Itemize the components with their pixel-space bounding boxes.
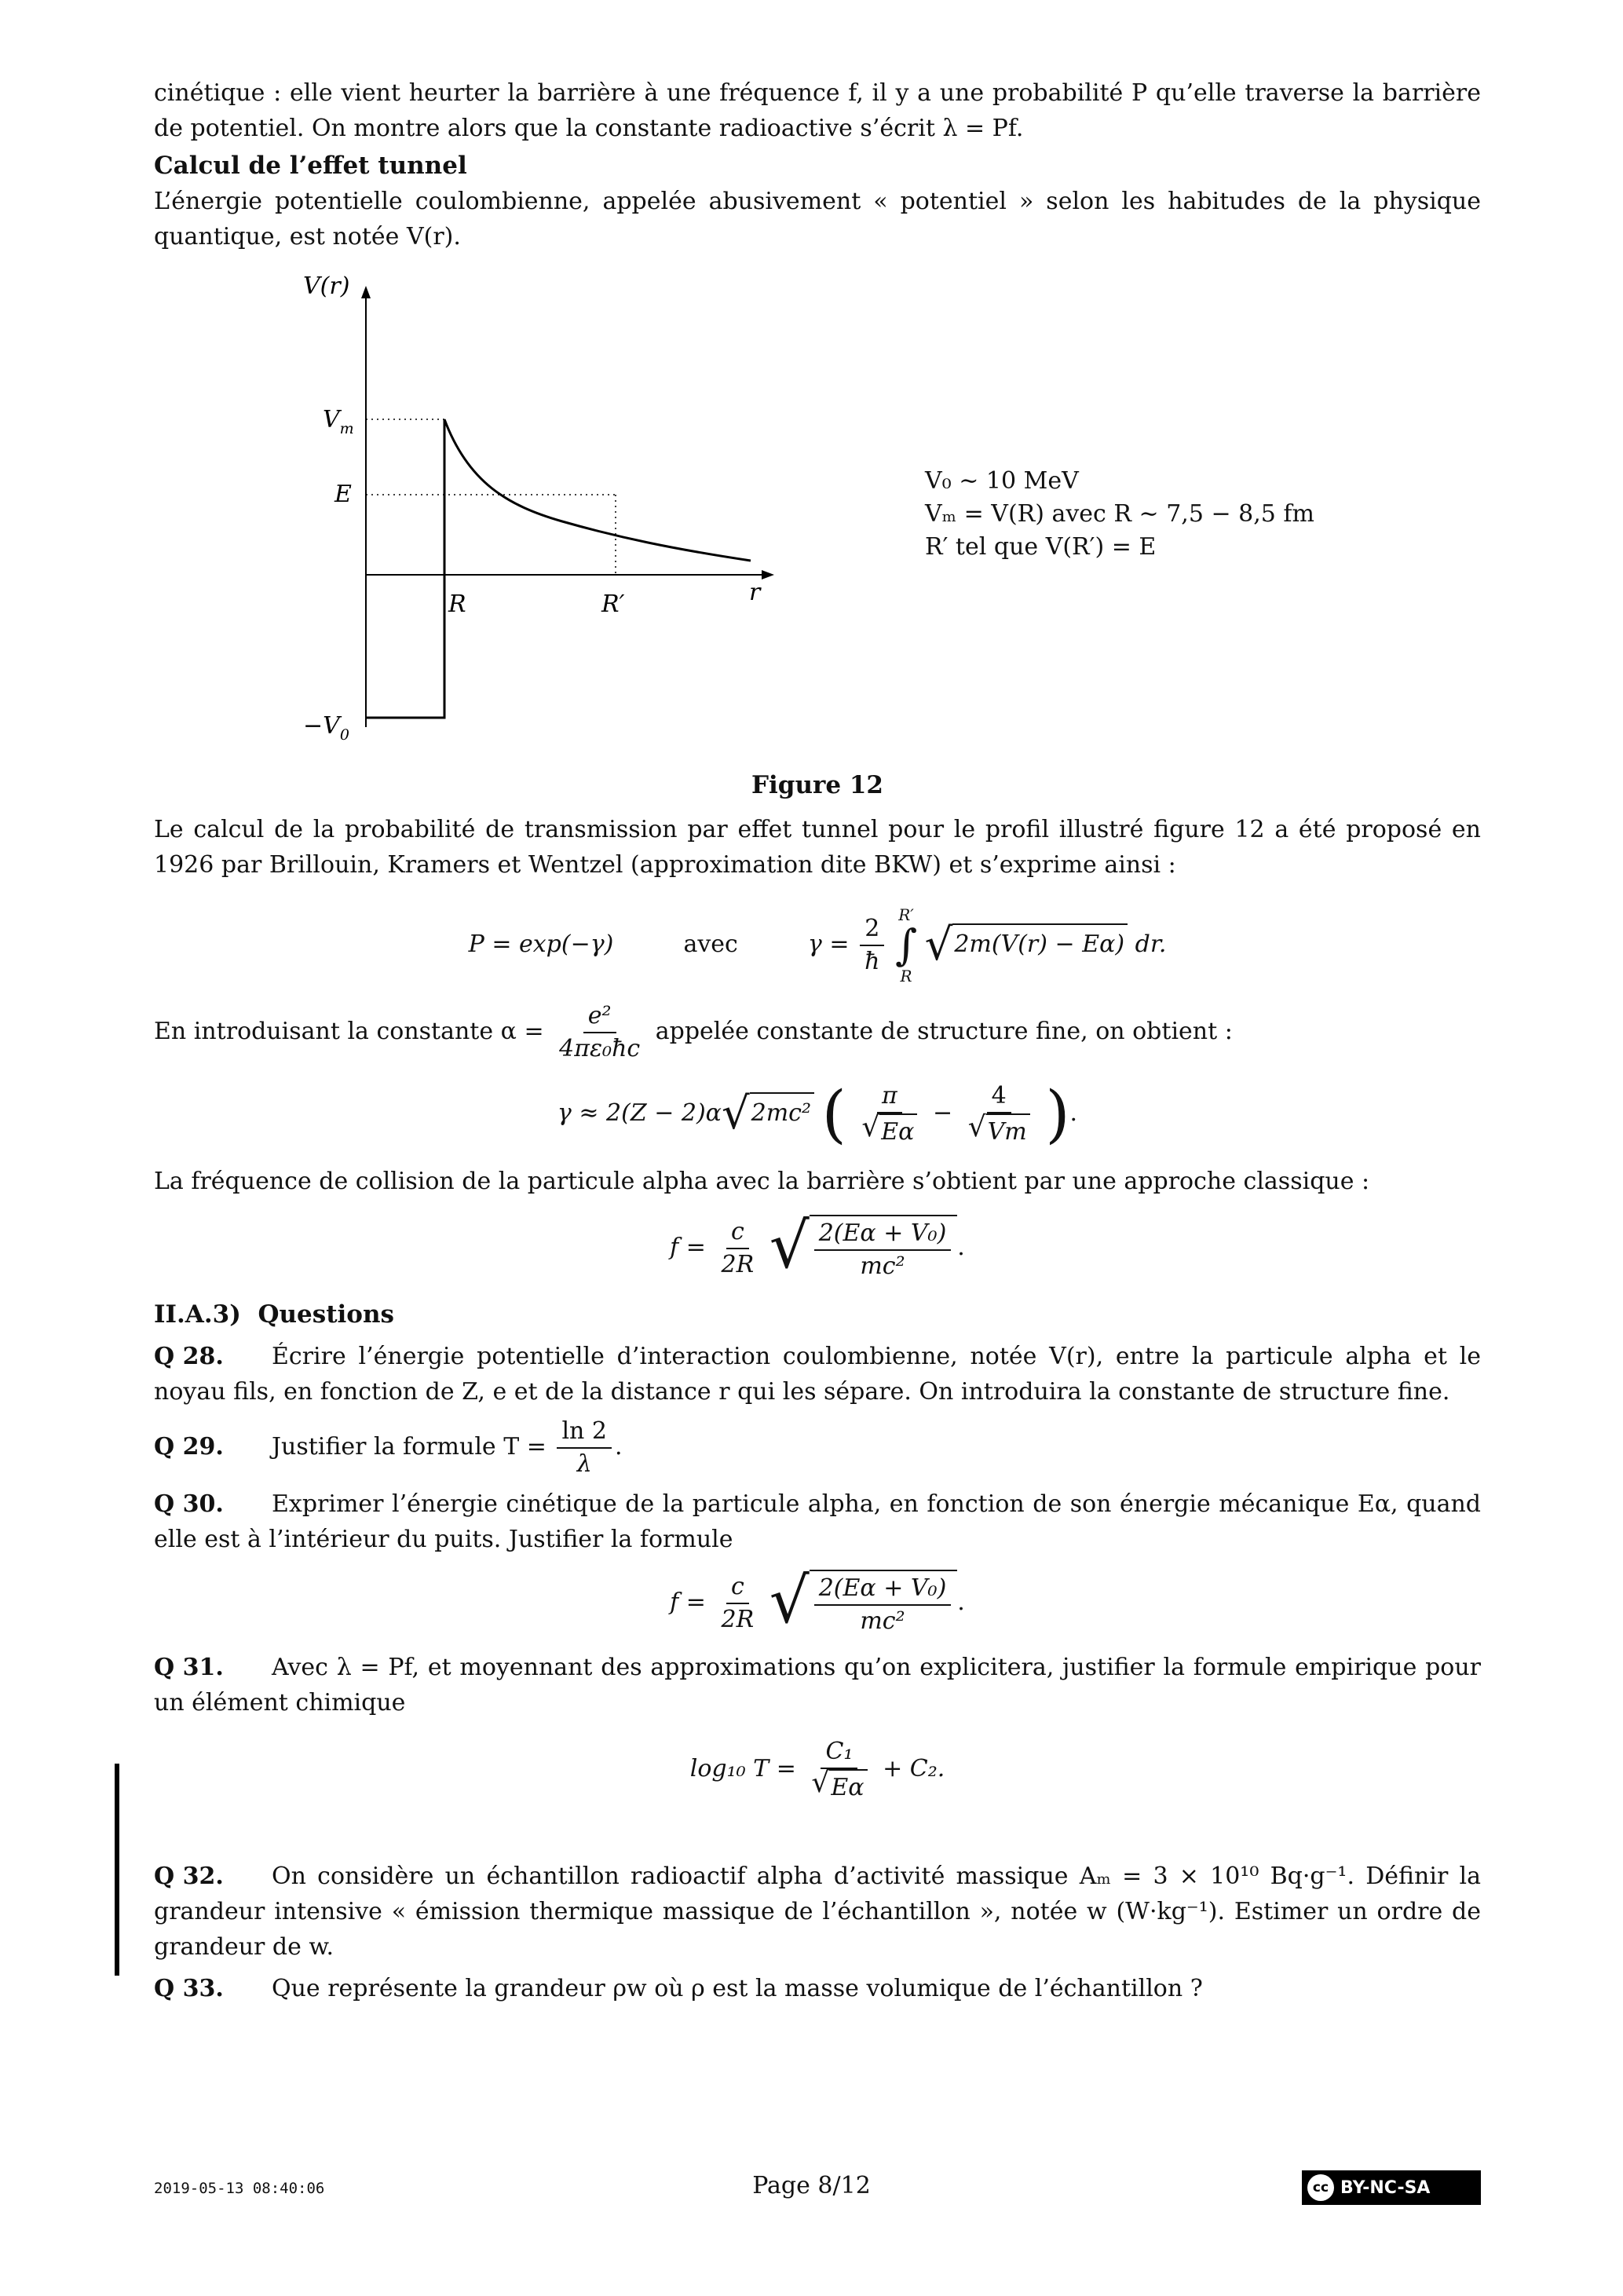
- license-badge: [1302, 2170, 1481, 2205]
- x-axis-arrow: [762, 570, 774, 579]
- note-vm: Vₘ = V(R) avec R ∼ 7,5 − 8,5 fm: [925, 500, 1314, 528]
- rprime-tick-label: R′: [601, 590, 625, 618]
- bkw-paragraph: Le calcul de la probabilité de transmission par effet tunnel pour le profil illustré figure 12 a été proposé en 1926 par Brillouin, Kramers et Wentzel (approximation dite BKW) et s’exprime ainsi :: [154, 816, 1481, 879]
- tunnel-paragraph: L’énergie potentielle coulombienne, appelée abusivement « potentiel » selon les habitudes de la physique quantique, est notée V(r).: [154, 188, 1481, 250]
- change-bar: [115, 1764, 119, 1976]
- figure-12: [154, 262, 1481, 812]
- potential-plot: [280, 262, 876, 765]
- note-v0: V₀ ∼ 10 MeV: [925, 467, 1079, 495]
- vm-label: $V_m$: [323, 406, 354, 437]
- integral: R′ ∫ R: [894, 905, 918, 985]
- sqrt-bkw: √ 2m(V(r) − Eα): [925, 923, 1128, 967]
- well-bottom: [366, 575, 444, 718]
- question-32: Q 32. On considère un échantillon radioactif alpha d’activité massique Aₘ = 3 × 10¹⁰ Bq·g⁻¹. Définir la grandeur intensive « émission thermique massique de l’échantillon », notée w (W·kg⁻¹). Estimer un ordre de grandeur de w.: [154, 1863, 1481, 1961]
- footer-page-number: Page 8/12: [752, 2172, 871, 2199]
- equation-log-t: log₁₀ T = C₁ √ Eα + C₂.: [154, 1736, 1481, 1804]
- alpha-line: En introduisant la constante α = $\frac{\text{e²}}{\text{4πε₀ħc}}$ appelée constante de structure fine, on obtient :: [154, 1000, 1481, 1065]
- y-label: V(r): [303, 272, 350, 300]
- equation-frequency: f = $\frac{c}{2R}$ √ $\frac{\text{2(Eα + V₀)}}{\text{mc²}}$ .: [670, 1209, 965, 1282]
- question-28: Q 28. Écrire l’énergie potentielle d’interaction coulombienne, notée V(r), entre la particule alpha et le noyau fils, en fonction de Z, e et de la distance r qui les sépare. On introduira la constante de structure fine.: [154, 1343, 1481, 1406]
- coulomb-curve: [444, 419, 751, 561]
- frac-alpha: $\frac{\text{e²}}{\text{4πε₀ħc}}$: [559, 1002, 641, 1062]
- eq-p: P = exp(−γ): [468, 930, 614, 958]
- eq-dr: dr.: [1135, 930, 1167, 958]
- question-33: Q 33. Que représente la grandeur ρw où ρ est la masse volumique de l’échantillon ?: [154, 1975, 1203, 2002]
- r-tick-label: R: [448, 590, 466, 618]
- questions-title: II.A.3) Questions: [154, 1300, 394, 1329]
- footer-timestamp: 2019-05-13 08:40:06: [154, 2180, 325, 2197]
- cc-icon: cc: [1307, 2174, 1334, 2201]
- frac-2-hbar: $\frac{2}{ħ}$: [860, 913, 884, 978]
- figure-notes: [925, 465, 1314, 564]
- freq-paragraph: La fréquence de collision de la particule alpha avec la barrière s’obtient par une approche classique :: [154, 1168, 1370, 1195]
- question-30: Q 30. Exprimer l’énergie cinétique de la particule alpha, en fonction de son énergie mécanique Eα, quand elle est à l’intérieur du puits. Justifier la formule: [154, 1490, 1481, 1553]
- v0-label: $-V_0$: [303, 712, 349, 744]
- question-31: Q 31. Avec λ = Pf, et moyennant des approximations qu’on explicitera, justifier la formule empirique pour un élément chimique: [154, 1654, 1481, 1717]
- license-text: BY-NC-SA: [1340, 2177, 1431, 2198]
- eq-gamma-lhs: γ =: [807, 930, 850, 958]
- equation-bkw: [154, 906, 1481, 985]
- x-label: r: [749, 579, 761, 606]
- question-29: Q 29. Justifier la formule T = $\frac{\ln 2}{\lambda}$ .: [154, 1417, 623, 1478]
- note-rprime: R′ tel que V(R′) = E: [925, 533, 1157, 561]
- section-title-tunnel: Calcul de l’effet tunnel: [154, 152, 467, 180]
- figure-caption: Figure 12: [751, 771, 883, 799]
- intro-paragraph: cinétique : elle vient heurter la barrière à une fréquence f, il y a une probabilité P qu’elle traverse la barrière de potentiel. On montre alors que la constante radioactive s’écrit λ = Pf.: [154, 79, 1481, 142]
- equation-gamma-approx: γ ≈ 2(Z − 2)α √ 2mc² ( π √ Eα − 4 √ Vm ).: [557, 1077, 1078, 1150]
- y-axis-arrow: [361, 286, 371, 298]
- eq-avec: avec: [683, 930, 738, 958]
- page-body: [154, 75, 1481, 2006]
- equation-frequency-q30: f = $\frac{c}{2R}$ √ $\frac{\text{2(Eα + V₀)}}{\text{mc²}}$ .: [670, 1564, 965, 1637]
- e-label: E: [334, 481, 352, 508]
